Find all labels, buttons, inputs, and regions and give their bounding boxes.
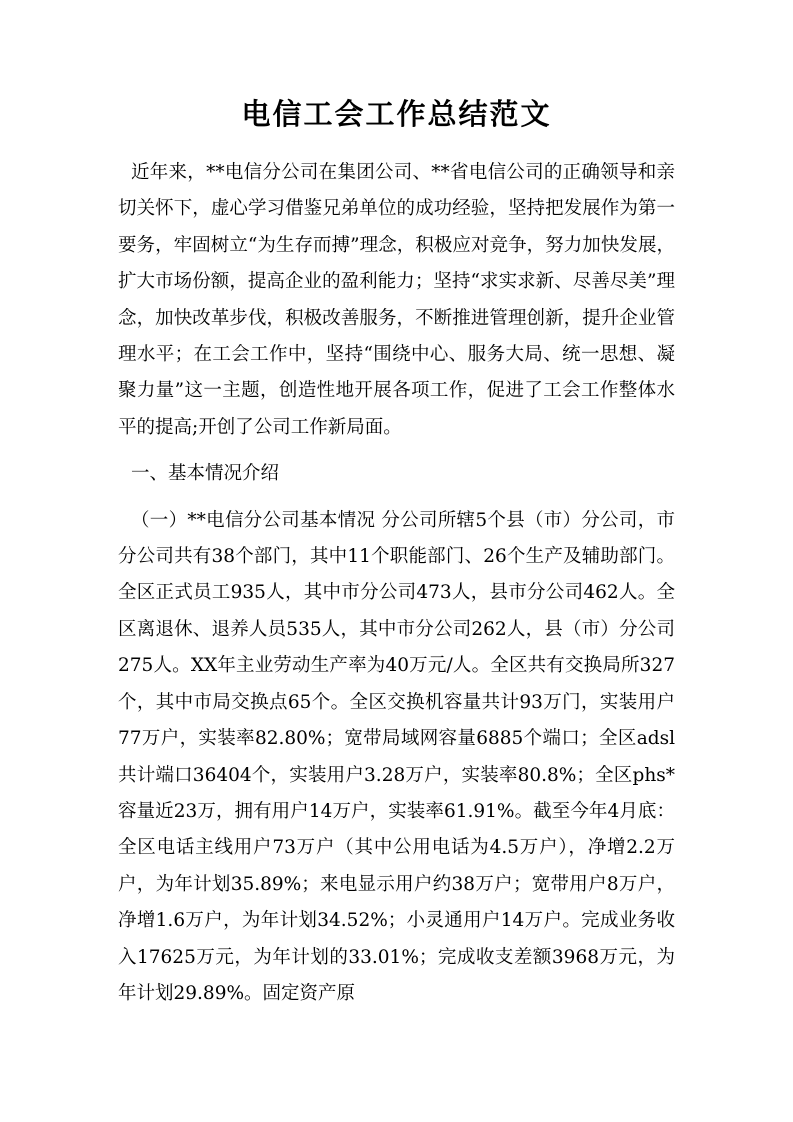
section-paragraph: （一）**电信分公司基本情况 分公司所辖5个县（市）分公司，市分公司共有38个部门，其中11个职能部门、26个生产及辅助部门。全区正式员工935人，其中市分公司473人，县市分公司462人。全区离退休、退养人员535人，其中市分公司262人，县（市）分公司275人。XX年主业劳动生产率为40万元/人。全区共有交换局所327个，其中市局交换点65个。全区交换机容量共计93万门，实装用户77万户，实装率82.80%；宽带局域网容量6885个端口；全区adsl共计端口36404个，实装用户3.28万户，实装率80.8%；全区phs*容量近23万，拥有用户14万户，实装率61.91%。截至今年4月底：全区电话主线用户73万户（其中公用电话为4.5万户），净增2.2万户，为年计划35.89%；来电显示用户约38万户；宽带用户8万户，净增1.6万户，为年计划34.52%；小灵通用户14万户。完成业务收入17625万元，为年计划的33.01%；完成收支差额3968万元，为年计划29.89%。固定资产原 [118,509,675,1004]
document-page [118,92,675,1012]
section-heading: 一、基本情况介绍 [131,463,280,485]
document-body [118,155,675,1012]
intro-paragraph: 近年来，**电信分公司在集团公司、**省电信公司的正确领导和亲切关怀下，虚心学习借鉴兄弟单位的成功经验，坚持把发展作为第一要务，牢固树立“为生存而搏”理念，积极应对竞争，努力加快发展，扩大市场份额，提高企业的盈利能力；坚持“求实求新、尽善尽美”理念，加快改革步伐，积极改善服务，不断推进管理创新，提升企业管理水平；在工会工作中，坚持“围绕中心、服务大局、统一思想、凝聚力量”这一主题，创造性地开展各项工作，促进了工会工作整体水平的提高;开创了公司工作新局面。 [118,162,675,438]
document-title: 电信工会工作总结范文 [241,97,552,131]
